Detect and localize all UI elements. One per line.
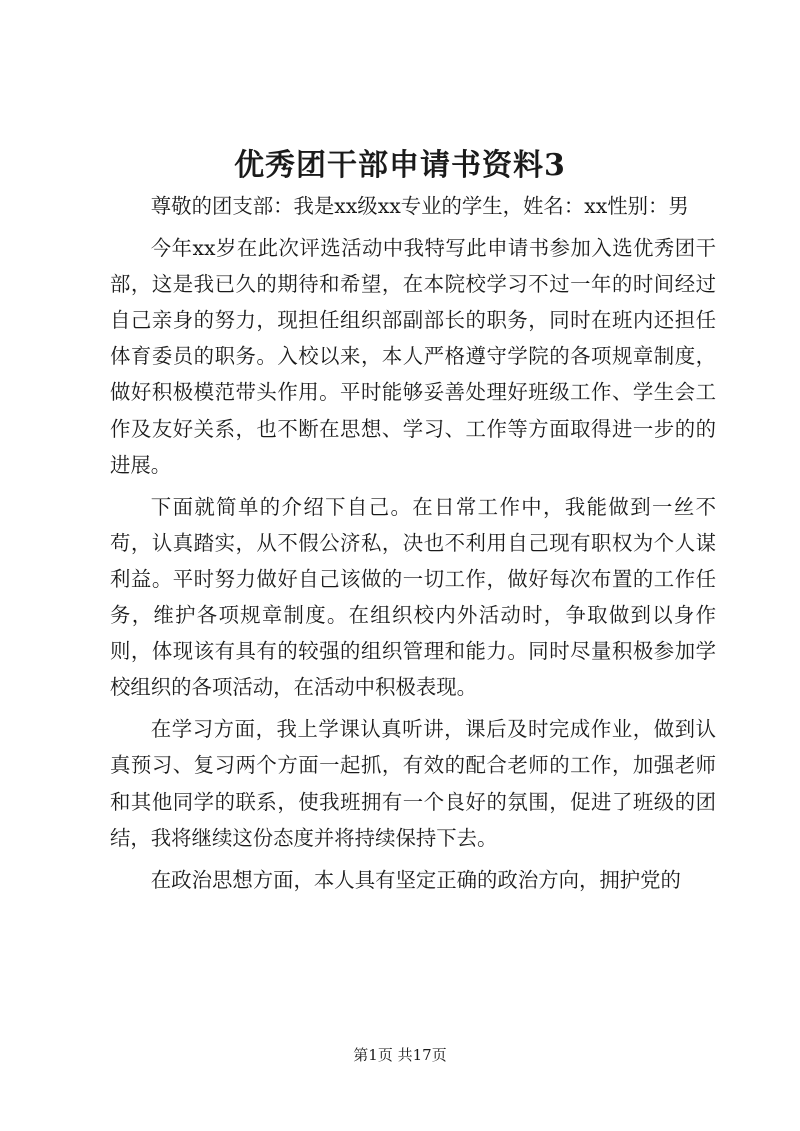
paragraph: 下面就简单的介绍下自己。在日常工作中，我能做到一丝不苟，认真踏实，从不假公济私，决也不利用自己现有职权为个人谋利益。平时努力做好自己该做的一切工作，做好每次布置的工作任务，维护各项规章制度。在组织校内外活动时，争取做到以身作则，体现该有具有的较强的组织管理和能力。同时尽量积极参加学校组织的各项活动，在活动中积极表现。: [110, 494, 716, 700]
document-body: [110, 188, 716, 904]
paragraph: 今年xx岁在此次评选活动中我特写此申请书参加入选优秀团干部，这是我已久的期待和希望，在本院校学习不过一年的时间经过自己亲身的努力，现担任组织部副部长的职务，同时在班内还担任体育委员的职务。入校以来，本人严格遵守学院的各项规章制度，做好积极模范带头作用。平时能够妥善处理好班级工作、学生会工作及友好关系，也不断在思想、学习、工作等方面取得进一步的的进展。: [110, 236, 716, 477]
paragraph: 在政治思想方面，本人具有坚定正确的政治方向，拥护党的: [150, 867, 681, 892]
document-title: 优秀团干部申请书资料3: [234, 148, 566, 183]
paragraph: 尊敬的团支部：我是xx级xx专业的学生，姓名：xx性别：男: [150, 194, 689, 218]
page-number-footer: 第1页 共17页: [353, 1046, 447, 1064]
paragraph: 在学习方面，我上学课认真听讲，课后及时完成作业，做到认真预习、复习两个方面一起抓，有效的配合老师的工作，加强老师和其他同学的联系，使我班拥有一个良好的氛围，促进了班级的团结，我将继续这份态度并将持续保持下去。: [110, 717, 716, 850]
